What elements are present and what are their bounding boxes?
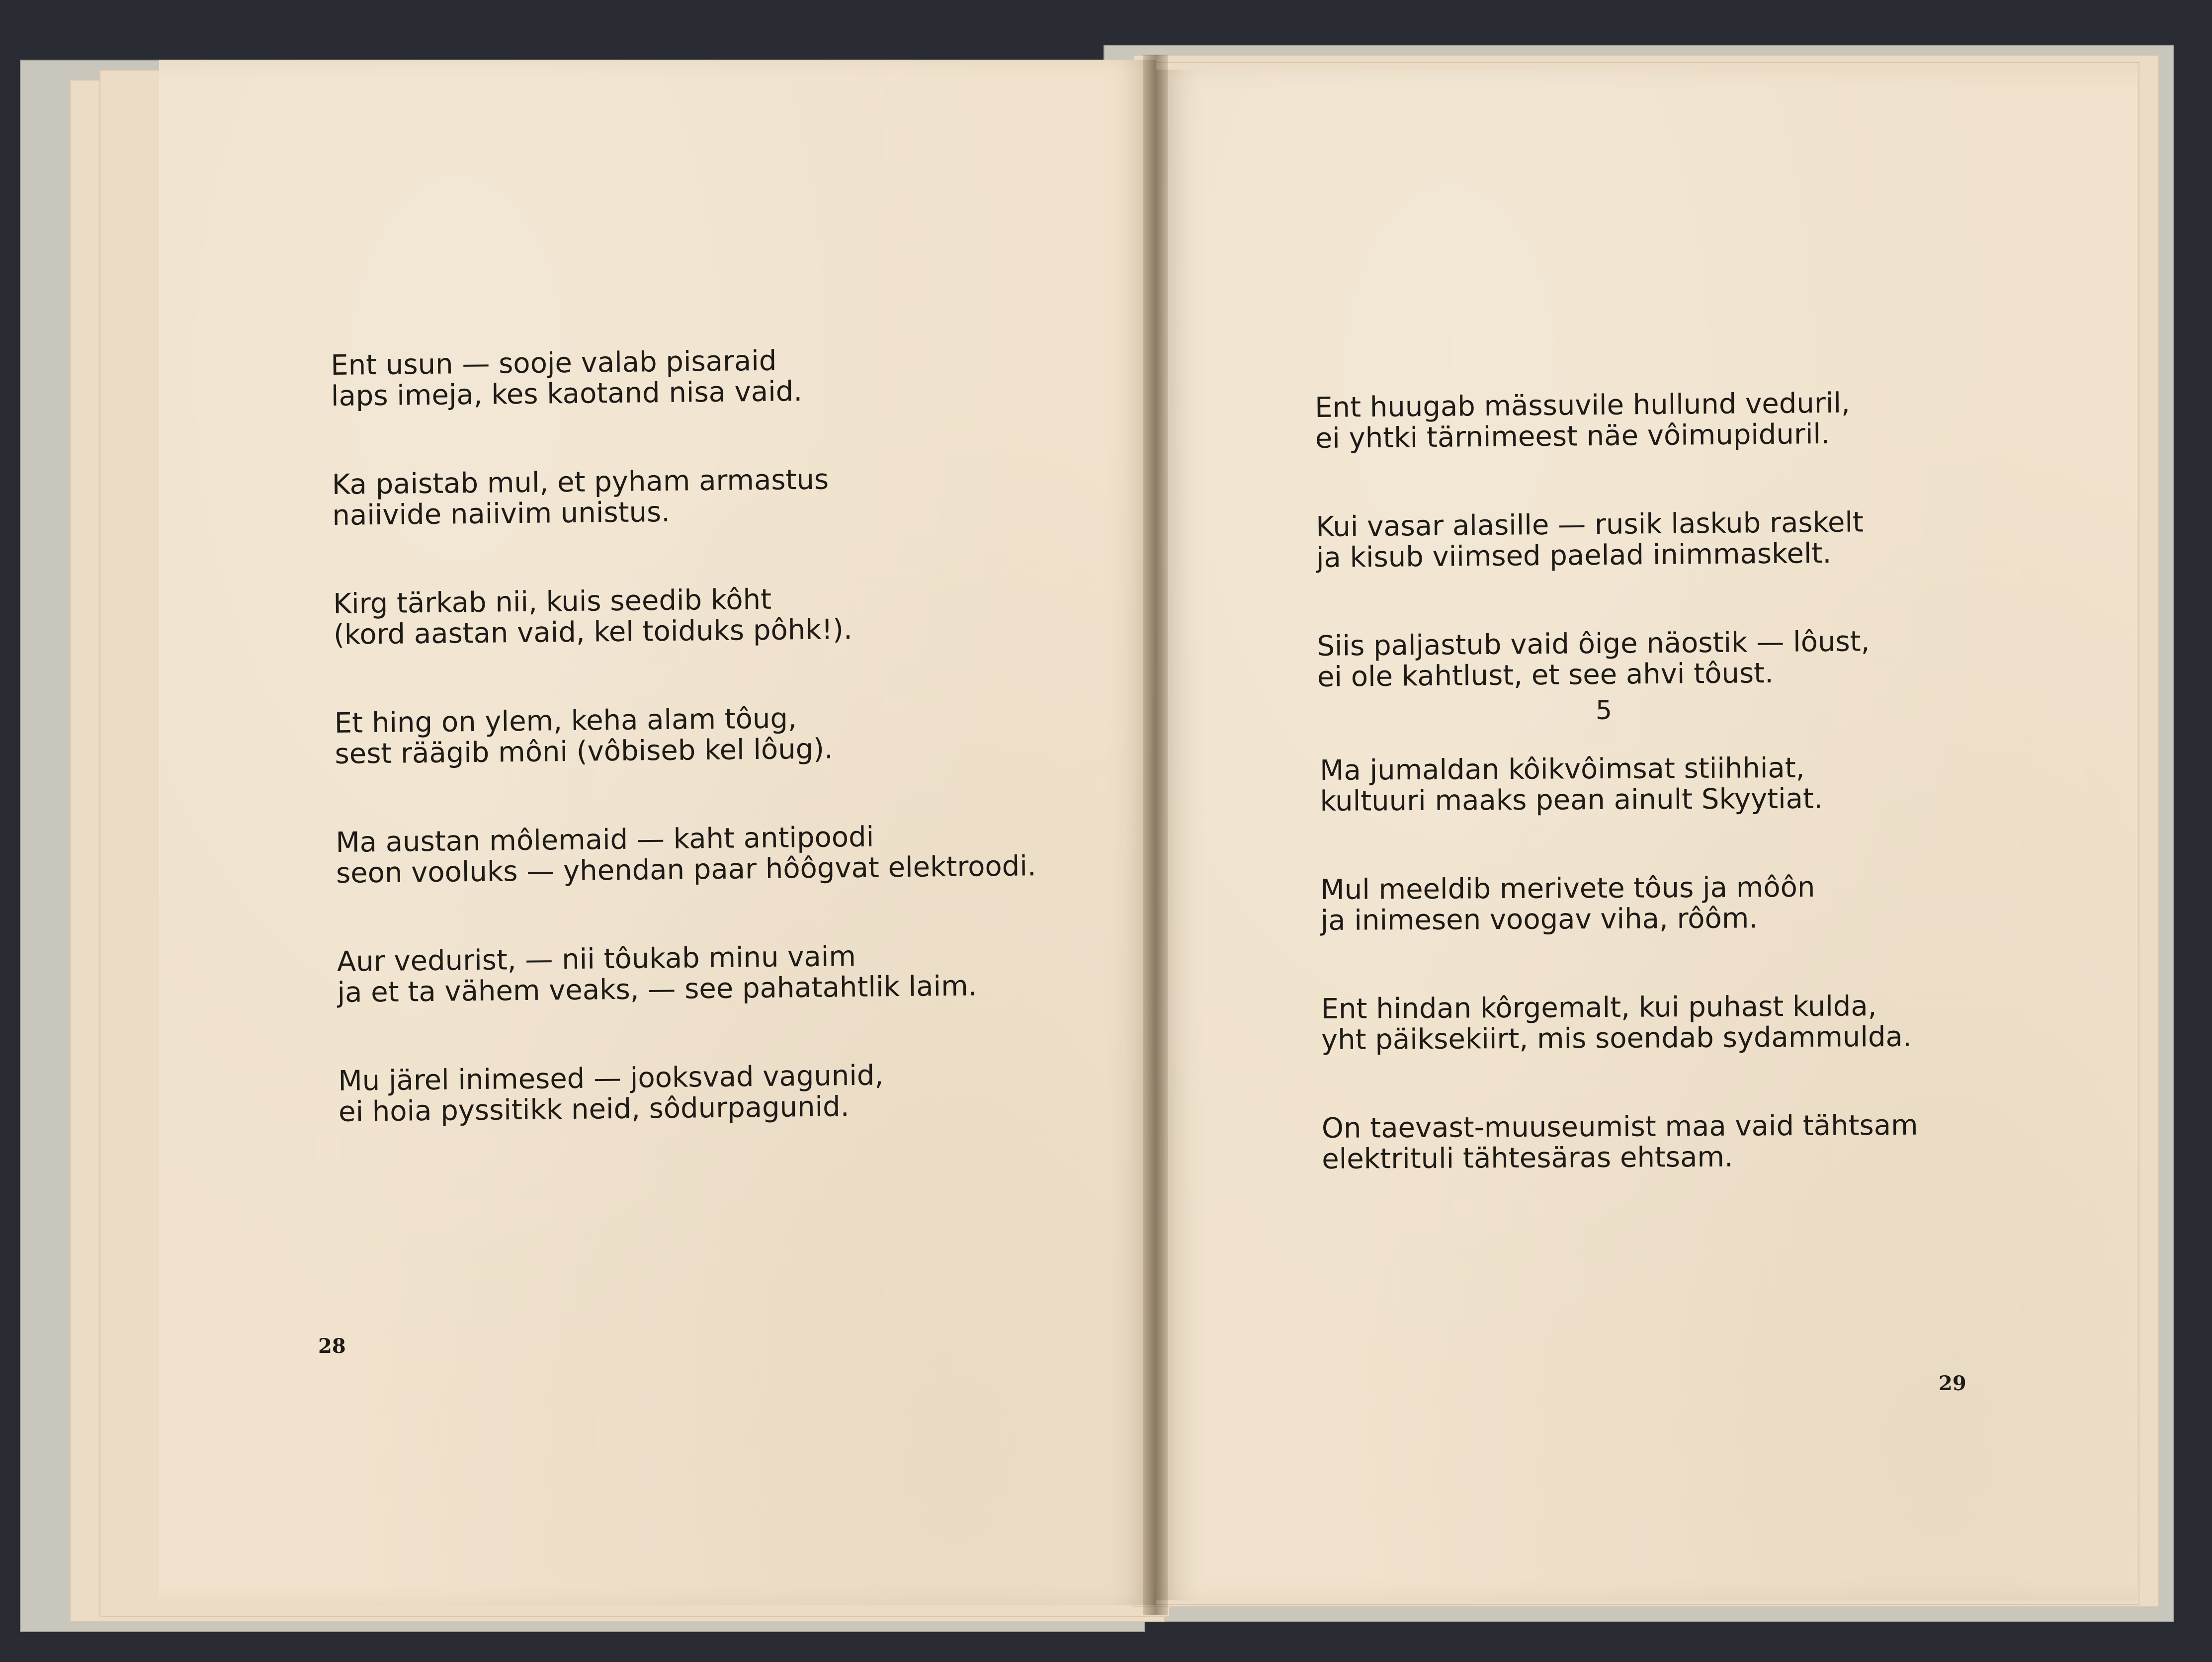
- stanza: [331, 343, 1031, 412]
- stanza: [338, 1059, 1039, 1128]
- stanza: [332, 462, 1033, 531]
- poem-line: Mu järel inimesed — jooksvad vagunid,: [338, 1059, 884, 1097]
- stanza: [1322, 1110, 1918, 1175]
- poem-line: ja et ta vähem veaks, — see pahatahtlik laim.: [337, 970, 977, 1009]
- stanza: [336, 820, 1036, 889]
- stanza: [1320, 872, 1917, 936]
- stanza: [335, 701, 1035, 770]
- page-number-right: 29: [1939, 1372, 1966, 1395]
- poem-line: ja inimesen voogav viha, rôôm.: [1320, 902, 1758, 937]
- page-number-left: 28: [318, 1334, 346, 1358]
- stanza: [1320, 752, 1916, 817]
- poem-line: (kord aastan vaid, kel toiduks pôhk!).: [333, 613, 853, 651]
- book-gutter: [1143, 55, 1168, 1615]
- poem-line: ja kisub viimsed paelad inimmaskelt.: [1316, 537, 1832, 574]
- stanza: [1315, 388, 1868, 454]
- poem-line: Kirg tärkab nii, kuis seedib kôht: [333, 583, 772, 620]
- poem-line: Ent huugab mässuvile hullund veduril,: [1314, 387, 1851, 424]
- poem-line: ei ole kahtlust, et see ahvi tôust.: [1317, 657, 1774, 693]
- stanza: [333, 582, 1034, 651]
- poem-line: Ent hindan kôrgemalt, kui puhast kulda,: [1321, 990, 1877, 1025]
- poem-line: Aur vedurist, — nii tôukab minu vaim: [337, 940, 856, 978]
- poem-line: elektrituli tähtesäras ehtsam.: [1322, 1141, 1733, 1175]
- poem-line: Ka paistab mul, et pyham armastus: [332, 463, 829, 501]
- poem-line: ei hoia pyssitikk neid, sôdurpagunid.: [338, 1090, 850, 1128]
- right-poem-bottom: [1320, 752, 1919, 1233]
- poem-line: Kui vasar alasille — rusik laskub raskelt: [1316, 506, 1864, 543]
- left-poem: [331, 343, 1039, 1185]
- poem-line: seon vooluks — yhendan paar hôôgvat elektroodi.: [336, 850, 1036, 890]
- poem-line: Ma jumaldan kôikvôimsat stiihhiat,: [1319, 751, 1805, 787]
- stanza: [1317, 626, 1870, 693]
- stanza: [1316, 507, 1869, 574]
- poem-line: naiivide naiivim unistus.: [332, 496, 671, 532]
- poem-line: Ent usun — sooje valab pisaraid: [330, 344, 777, 382]
- poem-line: kultuuri maaks pean ainult Skyytiat.: [1320, 782, 1823, 818]
- poem-line: ei yhtki tärnimeest näe vôimupiduril.: [1315, 417, 1830, 455]
- poem-line: laps imeja, kes kaotand nisa vaid.: [331, 375, 803, 413]
- poem-line: Mul meeldib merivete tôus ja môôn: [1320, 871, 1815, 906]
- poem-line: sest räägib môni (vôbiseb kel lôug).: [335, 733, 834, 770]
- poem-line: On taevast-muuseumist maa vaid tähtsam: [1321, 1109, 1918, 1145]
- right-poem-top: [1315, 388, 1871, 750]
- poem-line: Et hing on ylem, keha alam tôug,: [334, 702, 797, 740]
- stanza: [337, 939, 1038, 1008]
- poem-line: yht päiksekiirt, mis soendab sydammulda.: [1321, 1020, 1912, 1056]
- section-number: 5: [1596, 696, 1613, 726]
- poem-line: Ma austan môlemaid — kaht antipoodi: [336, 821, 874, 859]
- stanza: [1321, 991, 1918, 1056]
- poem-line: Siis paljastub vaid ôige näostik — lôust,: [1317, 625, 1870, 663]
